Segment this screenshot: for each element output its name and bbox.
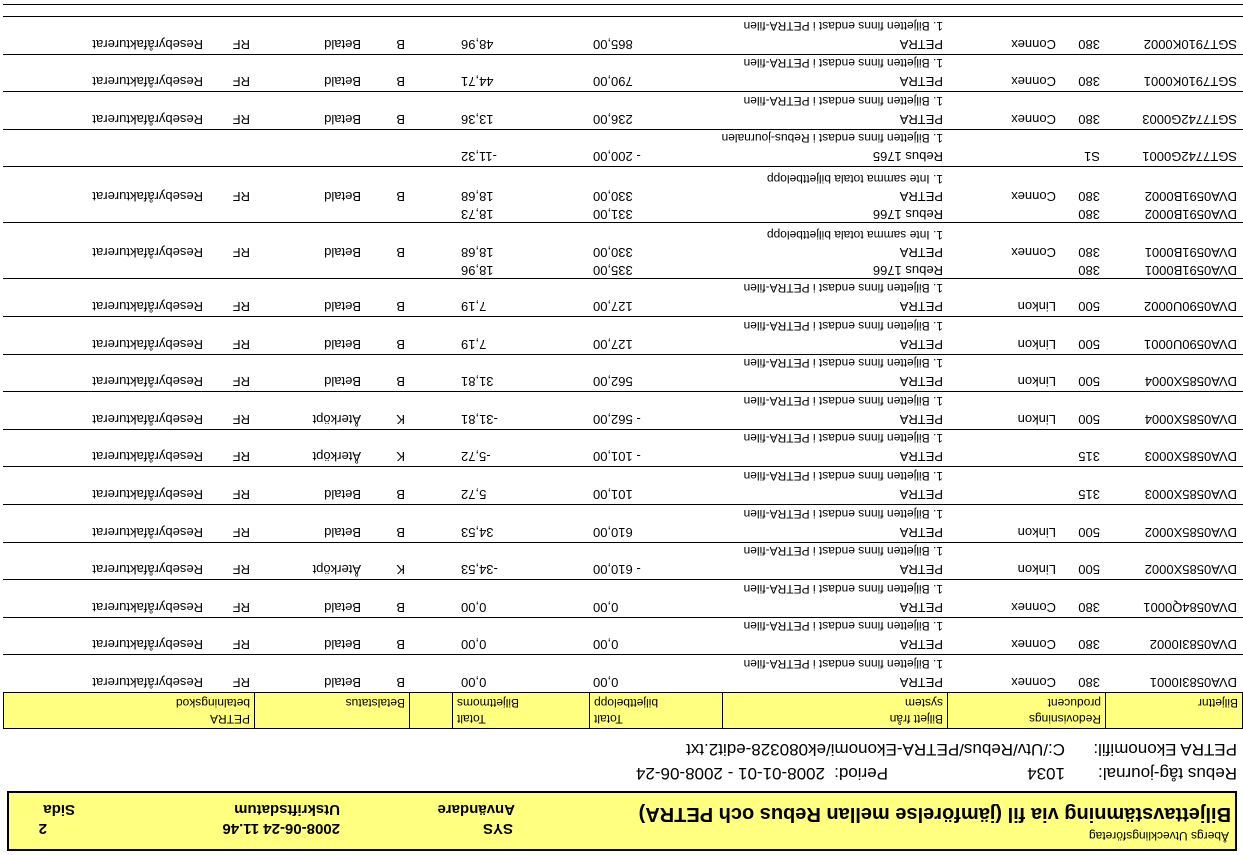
- col-ticket: Biljettnr: [1105, 693, 1242, 728]
- cell-vat: 13,36: [461, 111, 494, 127]
- cell-code: Resebyråfakturerat: [92, 299, 203, 315]
- cell-st: Betald: [324, 111, 361, 127]
- cell-ticket: SGT7910K0001: [1143, 74, 1237, 90]
- cell-prod: 380: [1078, 675, 1100, 690]
- cell-st: Betald: [324, 675, 361, 690]
- cell-ticket: DVA0585X0003: [1144, 487, 1237, 503]
- col-system: Biljett från system: [722, 693, 947, 728]
- cell-rf: RF: [232, 449, 250, 465]
- cell-sys: Rebus 1766: [872, 263, 943, 279]
- table-row: [3, 54, 1243, 92]
- cell-sys: PETRA: [899, 675, 943, 690]
- cell-ticket: SGT7742G0003: [1142, 111, 1237, 127]
- row-note: 1. Biljetten finns endast i PETRA-filen: [743, 356, 943, 371]
- file-label: PETRA Ekonomifil:: [1093, 740, 1237, 759]
- cell-ps: B: [396, 599, 405, 615]
- cell-ps: K: [396, 562, 405, 578]
- column-header: [3, 692, 1243, 729]
- cell-rf: RF: [232, 189, 250, 205]
- cell-ticket: DVA0583I0002: [1149, 637, 1237, 653]
- cell-sys: PETRA: [899, 245, 943, 261]
- cell-code: Resebyråfakturerat: [92, 487, 203, 503]
- cell-ps: B: [396, 245, 405, 261]
- cell-ticket: SGT7742G0001: [1142, 149, 1237, 165]
- period-value: 2008-01-01 - 2008-06-24: [635, 764, 825, 783]
- row-line: [3, 109, 1243, 127]
- cell-sys: Rebus 1766: [872, 207, 943, 223]
- cell-sys: PETRA: [899, 111, 943, 127]
- cell-cmp: Linkon: [1017, 411, 1056, 427]
- cell-st: Återköpt: [312, 449, 361, 465]
- cell-ps: B: [396, 637, 405, 653]
- cell-ticket: SGT7910K0002: [1143, 36, 1237, 52]
- cell-code: Resebyråfakturerat: [92, 411, 203, 427]
- col-total: Totalt biljettbelopp: [589, 693, 722, 728]
- cell-vat: 18,68: [461, 189, 494, 205]
- cell-rf: RF: [232, 74, 250, 90]
- table-row: [3, 617, 1243, 655]
- table-row: [3, 579, 1243, 617]
- cell-total: 790,00: [593, 74, 633, 90]
- cell-ticket: DVA0591B0002: [1144, 207, 1237, 223]
- cell-total: 0,00: [593, 675, 619, 690]
- cell-ps: B: [396, 111, 405, 127]
- table-row: [3, 166, 1243, 222]
- printdate-label: Utskriftsdatum: [234, 801, 340, 818]
- cell-vat: -11,32: [461, 149, 497, 165]
- cell-st: Betald: [324, 524, 361, 540]
- cell-st: Betald: [324, 637, 361, 653]
- cell-ps: B: [396, 524, 405, 540]
- cell-cmp: Connex: [1011, 245, 1056, 261]
- row-line: [3, 446, 1243, 464]
- row-line: [3, 597, 1243, 615]
- cell-sys: PETRA: [899, 299, 943, 315]
- cell-prod: 500: [1078, 524, 1100, 540]
- ticket-table: [3, 16, 1243, 692]
- cell-vat: 34,53: [461, 524, 494, 540]
- table-row: [3, 16, 1243, 54]
- cell-vat: 7,19: [461, 336, 487, 352]
- cell-sys: PETRA: [899, 562, 943, 578]
- cell-vat: 31,81: [461, 374, 494, 390]
- cell-prod: 380: [1078, 637, 1100, 653]
- row-line: [3, 242, 1243, 260]
- col-vat: Totalt Biljettmoms: [452, 693, 589, 728]
- cell-total: - 610,00: [593, 562, 641, 578]
- cell-code: Resebyråfakturerat: [92, 675, 203, 690]
- cell-vat: -5,72: [461, 449, 491, 465]
- cell-ps: K: [396, 449, 405, 465]
- cell-st: Betald: [324, 299, 361, 315]
- row-note: 1. Biljetten finns endast i Rebus-journalen: [721, 131, 943, 146]
- cell-sys: PETRA: [899, 189, 943, 205]
- cell-st: Betald: [324, 374, 361, 390]
- cell-ticket: DVA0585X0002: [1144, 562, 1237, 578]
- cell-ticket: DVA0591B0001: [1144, 263, 1237, 279]
- cell-rf: RF: [232, 487, 250, 503]
- cell-total: 101,00: [593, 487, 633, 503]
- table-row: [3, 504, 1243, 542]
- cell-sys: Rebus 1765: [872, 149, 943, 165]
- cell-rf: RF: [232, 374, 250, 390]
- cell-cmp: Linkon: [1017, 336, 1056, 352]
- cell-vat: 5,72: [461, 487, 487, 503]
- cell-total: - 101,00: [593, 449, 641, 465]
- cell-rf: RF: [232, 562, 250, 578]
- cell-sys: PETRA: [899, 524, 943, 540]
- cell-code: Resebyråfakturerat: [92, 524, 203, 540]
- cell-sys: PETRA: [899, 637, 943, 653]
- cell-sys: PETRA: [899, 336, 943, 352]
- cell-st: Betald: [324, 36, 361, 52]
- row-note: 1. Biljetten finns endast i PETRA-filen: [743, 318, 943, 333]
- cell-prod: 380: [1078, 599, 1100, 615]
- cell-ticket: DVA0583I0001: [1149, 675, 1237, 690]
- row-note: 1. Biljetten finns endast i PETRA-filen: [743, 281, 943, 296]
- cell-ticket: DVA0590U0001: [1144, 336, 1237, 352]
- cell-code: Resebyråfakturerat: [92, 189, 203, 205]
- report-title: Biljettavstämning via fil (jämförelse mellan Rebus och PETRA): [638, 803, 1231, 825]
- cell-sys: PETRA: [899, 36, 943, 52]
- cell-ticket: DVA0585X0004: [1144, 374, 1237, 390]
- cell-vat: -34,53: [461, 562, 498, 578]
- cell-cmp: Connex: [1011, 599, 1056, 615]
- row-line: [3, 146, 1243, 164]
- journal-value: 1034: [1027, 764, 1065, 783]
- row-line: [3, 409, 1243, 427]
- row-note: 1. Biljetten finns endast i PETRA-filen: [743, 506, 943, 521]
- cell-vat: 18,73: [461, 207, 494, 223]
- row-note: 1. Biljetten finns endast i PETRA-filen: [743, 93, 943, 108]
- cell-prod: 500: [1078, 562, 1100, 578]
- cell-cmp: Linkon: [1017, 524, 1056, 540]
- user-label: Användare: [437, 801, 515, 818]
- journal-label: Rebus tåg-journal:: [1098, 764, 1237, 783]
- cell-rf: RF: [232, 524, 250, 540]
- file-value: C:/Utv/Rebus/PETRA-Ekonomi/ek080328-edit2.txt: [686, 740, 1065, 759]
- cell-total: - 200,00: [593, 149, 641, 165]
- row-line: [3, 204, 1243, 222]
- cell-code: Resebyråfakturerat: [92, 449, 203, 465]
- cell-ticket: DVA0585X0004: [1144, 411, 1237, 427]
- cell-ticket: DVA0590U0002: [1144, 299, 1237, 315]
- cell-ticket: DVA0585X0002: [1144, 524, 1237, 540]
- cell-total: 330,00: [593, 245, 633, 261]
- row-line: [3, 186, 1243, 204]
- cell-vat: 18,96: [461, 263, 494, 279]
- cell-rf: RF: [232, 336, 250, 352]
- cell-total: - 562,00: [593, 411, 641, 427]
- cell-rf: RF: [232, 36, 250, 52]
- cell-cmp: Linkon: [1017, 299, 1056, 315]
- cell-rf: RF: [232, 411, 250, 427]
- printdate-value: 2008-06-24 11.46: [222, 820, 340, 837]
- cell-total: 127,00: [593, 336, 633, 352]
- row-note: 1. Biljetten finns endast i PETRA-filen: [743, 431, 943, 446]
- cell-vat: 0,00: [461, 675, 487, 690]
- cell-st: Betald: [324, 336, 361, 352]
- row-note: 1. Biljetten finns endast i PETRA-filen: [743, 18, 943, 33]
- cell-ticket: DVA0591B0001: [1144, 245, 1237, 261]
- user-value: SYS: [482, 820, 513, 837]
- cell-ps: B: [396, 336, 405, 352]
- cell-rf: RF: [232, 637, 250, 653]
- cell-st: Betald: [324, 74, 361, 90]
- table-row: [3, 222, 1243, 278]
- row-line: [3, 334, 1243, 352]
- cell-code: Resebyråfakturerat: [92, 637, 203, 653]
- cell-vat: 44,71: [461, 74, 494, 90]
- cell-code: Resebyråfakturerat: [92, 36, 203, 52]
- cell-prod: 500: [1078, 374, 1100, 390]
- cell-st: Återköpt: [312, 411, 361, 427]
- table-row: [3, 429, 1243, 467]
- cell-st: Betald: [324, 487, 361, 503]
- row-note: 1. Biljetten finns endast i PETRA-filen: [743, 544, 943, 559]
- cell-cmp: Connex: [1011, 675, 1056, 690]
- table-row: [3, 391, 1243, 429]
- cell-prod: 380: [1078, 263, 1100, 279]
- row-note: 1. Inte samma totala biljettbelopp: [766, 228, 943, 243]
- cell-rf: RF: [232, 245, 250, 261]
- cell-prod: 315: [1078, 449, 1100, 465]
- row-line: [3, 672, 1243, 690]
- cell-code: Resebyråfakturerat: [92, 562, 203, 578]
- col-empty: [409, 693, 452, 728]
- cell-total: 0,00: [593, 637, 619, 653]
- table-row: [3, 91, 1243, 129]
- report-header: [7, 791, 1237, 851]
- cell-ticket: DVA0584Q0001: [1143, 599, 1237, 615]
- cell-cmp: Linkon: [1017, 374, 1056, 390]
- cell-cmp: Connex: [1011, 189, 1056, 205]
- cell-ticket: DVA0585X0003: [1144, 449, 1237, 465]
- table-row: [3, 278, 1243, 316]
- cell-prod: 380: [1078, 207, 1100, 223]
- cell-vat: 7,19: [461, 299, 487, 315]
- row-note: 1. Biljetten finns endast i PETRA-filen: [743, 581, 943, 596]
- table-row: [3, 129, 1243, 167]
- row-line: [3, 34, 1243, 52]
- row-note: 1. Biljetten finns endast i PETRA-filen: [743, 657, 943, 671]
- company-name: Åbergs Utvecklingsföretag: [1088, 829, 1229, 843]
- cell-st: Betald: [324, 245, 361, 261]
- bottom-rule: [3, 4, 1243, 5]
- cell-prod: 500: [1078, 299, 1100, 315]
- row-note: 1. Biljetten finns endast i PETRA-filen: [743, 619, 943, 634]
- cell-sys: PETRA: [899, 411, 943, 427]
- cell-ticket: DVA0591B0002: [1144, 189, 1237, 205]
- row-line: [3, 71, 1243, 89]
- cell-st: Återköpt: [312, 562, 361, 578]
- period-label: Period:: [834, 764, 888, 783]
- row-line: [3, 559, 1243, 577]
- cell-sys: PETRA: [899, 374, 943, 390]
- cell-prod: 500: [1078, 411, 1100, 427]
- cell-cmp: Connex: [1011, 36, 1056, 52]
- cell-prod: S1: [1084, 149, 1100, 165]
- cell-ps: K: [396, 411, 405, 427]
- row-line: [3, 522, 1243, 540]
- cell-cmp: Connex: [1011, 637, 1056, 653]
- cell-total: 610,00: [593, 524, 633, 540]
- cell-prod: 380: [1078, 189, 1100, 205]
- table-row: [3, 466, 1243, 504]
- cell-rf: RF: [232, 111, 250, 127]
- cell-code: Resebyråfakturerat: [92, 245, 203, 261]
- cell-prod: 380: [1078, 36, 1100, 52]
- cell-ps: B: [396, 299, 405, 315]
- cell-total: 562,00: [593, 374, 633, 390]
- cell-vat: 18,68: [461, 245, 494, 261]
- col-paycode: PETRA betalningskod: [175, 696, 250, 726]
- cell-rf: RF: [232, 299, 250, 315]
- cell-sys: PETRA: [899, 74, 943, 90]
- table-row: [3, 654, 1243, 692]
- table-row: [3, 354, 1243, 392]
- cell-prod: 500: [1078, 336, 1100, 352]
- cell-ps: B: [396, 189, 405, 205]
- row-note: 1. Biljetten finns endast i PETRA-filen: [743, 56, 943, 71]
- row-line: [3, 260, 1243, 278]
- cell-vat: 0,00: [461, 637, 487, 653]
- cell-code: Resebyråfakturerat: [92, 336, 203, 352]
- cell-cmp: Connex: [1011, 111, 1056, 127]
- cell-code: Resebyråfakturerat: [92, 74, 203, 90]
- row-note: 1. Inte samma totala biljettbelopp: [766, 172, 943, 187]
- row-line: [3, 371, 1243, 389]
- row-note: 1. Biljetten finns endast i PETRA-filen: [743, 469, 943, 484]
- cell-sys: PETRA: [899, 487, 943, 503]
- cell-ps: B: [396, 675, 405, 690]
- cell-ps: B: [396, 487, 405, 503]
- table-row: [3, 542, 1243, 580]
- cell-total: 331,00: [593, 207, 633, 223]
- cell-st: Betald: [324, 599, 361, 615]
- row-line: [3, 296, 1243, 314]
- cell-ps: B: [396, 374, 405, 390]
- cell-prod: 380: [1078, 111, 1100, 127]
- cell-ps: B: [396, 36, 405, 52]
- cell-st: Betald: [324, 189, 361, 205]
- cell-ps: B: [396, 74, 405, 90]
- row-line: [3, 484, 1243, 502]
- cell-total: 865,00: [593, 36, 633, 52]
- table-row: [3, 316, 1243, 354]
- cell-total: 330,00: [593, 189, 633, 205]
- cell-sys: PETRA: [899, 449, 943, 465]
- row-note: 1. Biljetten finns endast i PETRA-filen: [743, 393, 943, 408]
- cell-rf: RF: [232, 599, 250, 615]
- row-line: [3, 634, 1243, 652]
- page-label: Sida: [43, 801, 75, 818]
- cell-code: Resebyråfakturerat: [92, 374, 203, 390]
- cell-vat: -31,81: [461, 411, 498, 427]
- page-number: 2: [38, 820, 47, 837]
- cell-vat: 0,00: [461, 599, 487, 615]
- cell-code: Resebyråfakturerat: [92, 599, 203, 615]
- col-paystatus: Betalstatus: [254, 693, 409, 728]
- cell-rf: RF: [232, 675, 250, 690]
- cell-prod: 380: [1078, 245, 1100, 261]
- cell-total: 127,00: [593, 299, 633, 315]
- cell-code: Resebyråfakturerat: [92, 111, 203, 127]
- cell-total: 335,00: [593, 263, 633, 279]
- cell-prod: 315: [1078, 487, 1100, 503]
- cell-cmp: Linkon: [1017, 562, 1056, 578]
- cell-total: 236,00: [593, 111, 633, 127]
- cell-prod: 380: [1078, 74, 1100, 90]
- col-producer: Redovisnings producent: [947, 693, 1105, 728]
- cell-sys: PETRA: [899, 599, 943, 615]
- cell-cmp: Connex: [1011, 74, 1056, 90]
- cell-vat: 48,96: [461, 36, 494, 52]
- cell-total: 0,00: [593, 599, 619, 615]
